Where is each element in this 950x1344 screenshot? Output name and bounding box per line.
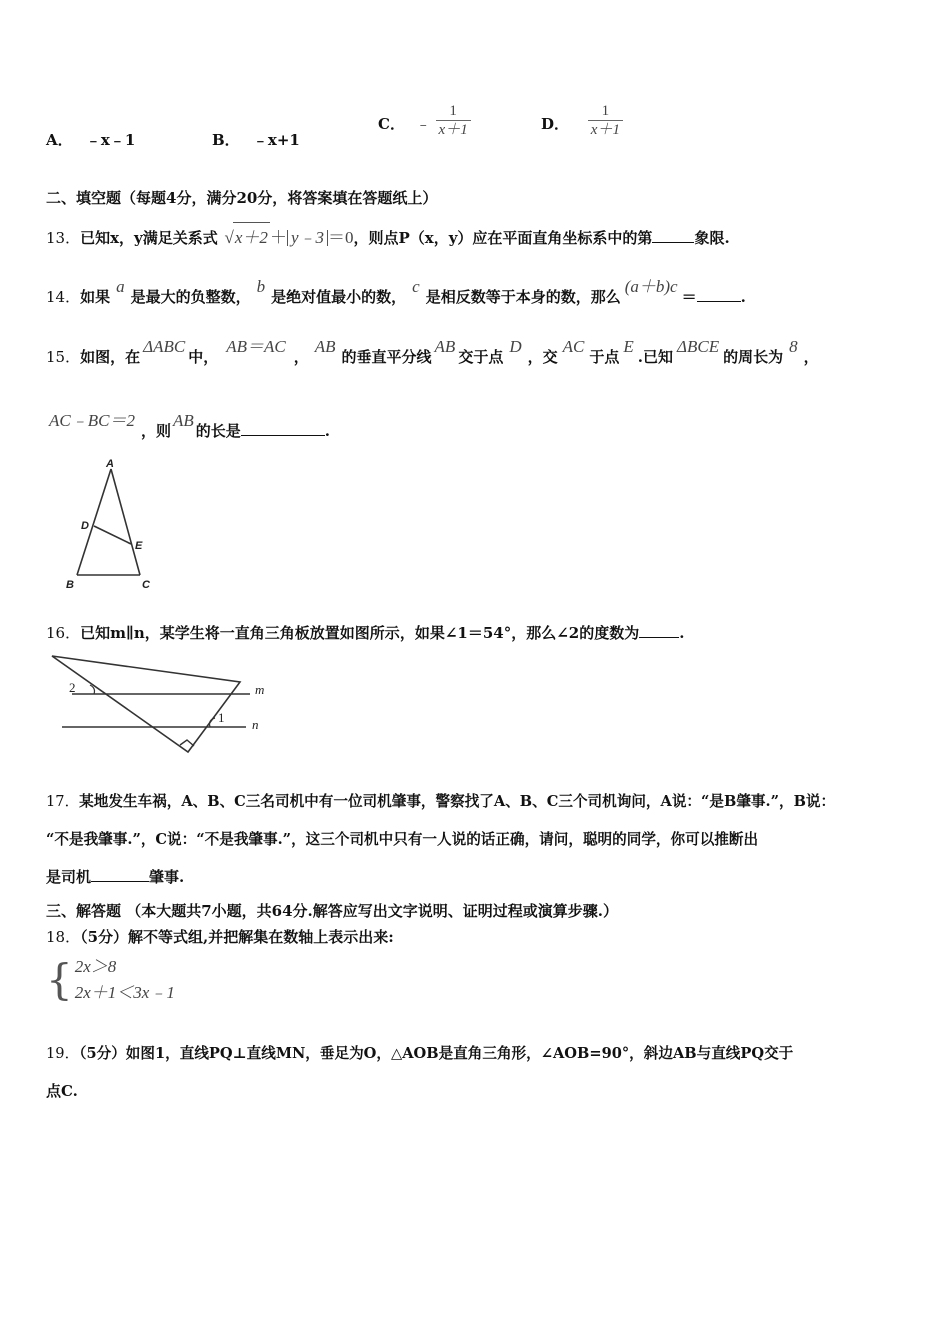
q15-text-11: ，则 — [140, 422, 171, 440]
option-d-fraction — [588, 102, 623, 139]
fig16-label-1: 1 — [218, 710, 225, 725]
q15-text-12: 的长是 — [195, 422, 241, 440]
question-17-line-1 — [46, 790, 835, 811]
q19-number: 19． — [46, 1045, 80, 1062]
fig15-label-a: A — [106, 458, 114, 470]
option-d-denominator: x＋1 — [588, 120, 623, 139]
question-15 — [46, 337, 819, 367]
q13-number: 13． — [46, 229, 81, 247]
option-c — [378, 102, 471, 139]
question-15-line-2 — [46, 411, 330, 441]
figure-15-triangle — [60, 455, 170, 595]
option-a — [46, 129, 135, 150]
q16-text: 已知m∥n，某学生将一直角三角板放置如图所示，如果∠1＝54°，那么∠2的度数为 — [80, 624, 640, 642]
q18-inequality-1: 2x＞8 — [74, 957, 117, 976]
q16-tail: . — [679, 624, 685, 642]
option-c-numerator: 1 — [449, 103, 457, 119]
q18-inequality-2: 2x＋1＜3x﹣1 — [74, 983, 175, 1002]
q15-text-9: 的周长为 — [723, 348, 784, 366]
option-d — [541, 102, 623, 139]
q17-line-3b: 肇事. — [149, 868, 185, 886]
q14-equals: ＝ — [681, 288, 697, 306]
question-19-line-1 — [46, 1042, 793, 1063]
q18-brace: { — [46, 955, 73, 1004]
q15-math-1: ΔABC — [143, 337, 186, 356]
option-d-letter: D． — [541, 114, 570, 133]
q15-math-7: E — [623, 337, 634, 356]
q15-answer-blank[interactable] — [241, 421, 325, 436]
q19-line-1: （5分）如图1，直线PQ⊥直线MN，垂足为O，△AOB是直角三角形，∠AOB=90°，斜边AB与直线PQ交于 — [79, 1045, 794, 1062]
question-19-line-2: 点C. — [46, 1082, 78, 1100]
q15-text-2: 中， — [188, 348, 219, 366]
option-c-sign: ﹣ — [415, 114, 431, 133]
q14-expression: (a＋b)c — [624, 277, 678, 296]
q18-number: 18． — [46, 928, 81, 946]
option-d-numerator: 1 — [601, 103, 610, 119]
q14-var-a: a — [116, 277, 125, 296]
q13-post: ，则点P（x，y）应在平面直角坐标系中的第 — [353, 229, 653, 247]
section2-title: 二、填空题（每题4分，满分20分，将答案填在答题纸上） — [46, 189, 438, 207]
q14-text-2: 是最大的负整数， — [130, 288, 251, 306]
q13-pre: 已知x，y满足关系式 — [80, 229, 218, 247]
q15-text-3: ， — [293, 348, 309, 366]
option-a-letter: A． — [46, 131, 73, 149]
q15-math-4: AB — [434, 337, 456, 356]
q14-answer-blank[interactable] — [697, 287, 741, 302]
q18-inequalities — [75, 954, 175, 1006]
q17-answer-blank[interactable] — [91, 867, 149, 882]
q16-number: 16． — [46, 624, 81, 642]
q15-text-8: .已知 — [637, 348, 673, 366]
q13-eq: ＝0 — [327, 228, 354, 247]
question-17-line-2: “不是我肇事.”，C说：“不是我肇事.”，这三个司机中只有一人说的话正确，请问，聪明的同学，你可以推断出 — [46, 831, 759, 848]
fig16-right-angle-mark — [180, 740, 194, 746]
question-16 — [46, 622, 684, 643]
question-14 — [46, 277, 746, 307]
q15-math-5: D — [509, 337, 522, 356]
fig15-label-b: B — [66, 579, 74, 591]
q15-math-6: AC — [562, 337, 585, 356]
fig15-segment-de — [94, 526, 131, 544]
fig15-label-d: D — [81, 520, 89, 532]
question-17-line-3 — [46, 866, 184, 887]
q16-answer-blank[interactable] — [639, 623, 679, 638]
option-b-letter: B． — [212, 131, 240, 149]
q14-text-1: 如果 — [80, 288, 111, 306]
q15-math-3: AB — [314, 337, 336, 356]
q15-math-9: 8 — [789, 337, 798, 356]
q15-text-6: ，交 — [527, 348, 558, 366]
q17-line-1: 某地发生车祸，A、B、C三名司机中有一位司机肇事，警察找了A、B、C三个司机询问，A说：“是B肇事.”，B说： — [79, 793, 836, 810]
option-a-text: ﹣x﹣1 — [85, 131, 136, 149]
fig16-triangle — [52, 656, 240, 752]
fig15-label-c: C — [142, 579, 150, 591]
fig16-label-n: n — [252, 717, 259, 732]
option-c-denominator: x＋1 — [436, 120, 471, 139]
q14-text-3: 是绝对值最小的数， — [271, 288, 407, 306]
figure-16-parallel-lines — [40, 648, 290, 758]
q14-text-4: 是相反数等于本身的数，那么 — [425, 288, 621, 306]
section3-title: 三、解答题 （本大题共7小题，共64分.解答应写出文字说明、证明过程或演算步骤.） — [46, 902, 618, 920]
q15-math-2: AB＝AC — [226, 337, 286, 356]
q15-math-10: AC﹣BC＝2 — [49, 411, 135, 430]
q13-plus: ＋ — [269, 228, 287, 247]
q13-radicand: x＋2 — [233, 222, 270, 248]
q14-number: 14． — [46, 288, 81, 306]
q14-tail: . — [740, 288, 746, 306]
q15-text-5: 交于点 — [458, 348, 504, 366]
q15-math-8: ΔBCE — [677, 337, 720, 356]
question-18 — [46, 926, 394, 947]
q17-number: 17． — [46, 793, 80, 810]
option-b — [212, 129, 300, 150]
q14-var-c: c — [412, 277, 420, 296]
fig16-label-2: 2 — [69, 680, 76, 695]
q15-number: 15． — [46, 348, 81, 366]
q13-answer-blank[interactable] — [652, 228, 694, 243]
fig15-side-ac — [111, 469, 140, 575]
q13-tail: 象限. — [694, 229, 730, 247]
fig16-label-m: m — [255, 682, 265, 697]
fig16-angle-1-arc — [210, 718, 215, 727]
q15-text-1: 如图，在 — [80, 348, 141, 366]
q15-math-11: AB — [172, 411, 194, 430]
q15-text-10: ， — [803, 348, 819, 366]
q18-inequality-system — [46, 954, 175, 1006]
q18-text: （5分）解不等式组,并把解集在数轴上表示出来: — [80, 928, 394, 946]
q14-var-b: b — [256, 277, 266, 296]
question-13 — [46, 222, 730, 248]
option-c-letter: C． — [378, 114, 405, 133]
fig15-label-e: E — [135, 540, 143, 552]
q17-line-3a: 是司机 — [46, 868, 92, 886]
q13-formula: √x＋2 ＋ y﹣3 ＝0 — [225, 228, 354, 247]
option-b-text: ﹣x+1 — [252, 131, 300, 149]
q15-text-7: 于点 — [589, 348, 620, 366]
q15-tail: . — [324, 422, 330, 440]
q13-absolute: y﹣3 — [287, 230, 328, 246]
option-c-fraction — [436, 102, 471, 139]
q15-text-4: 的垂直平分线 — [341, 348, 432, 366]
